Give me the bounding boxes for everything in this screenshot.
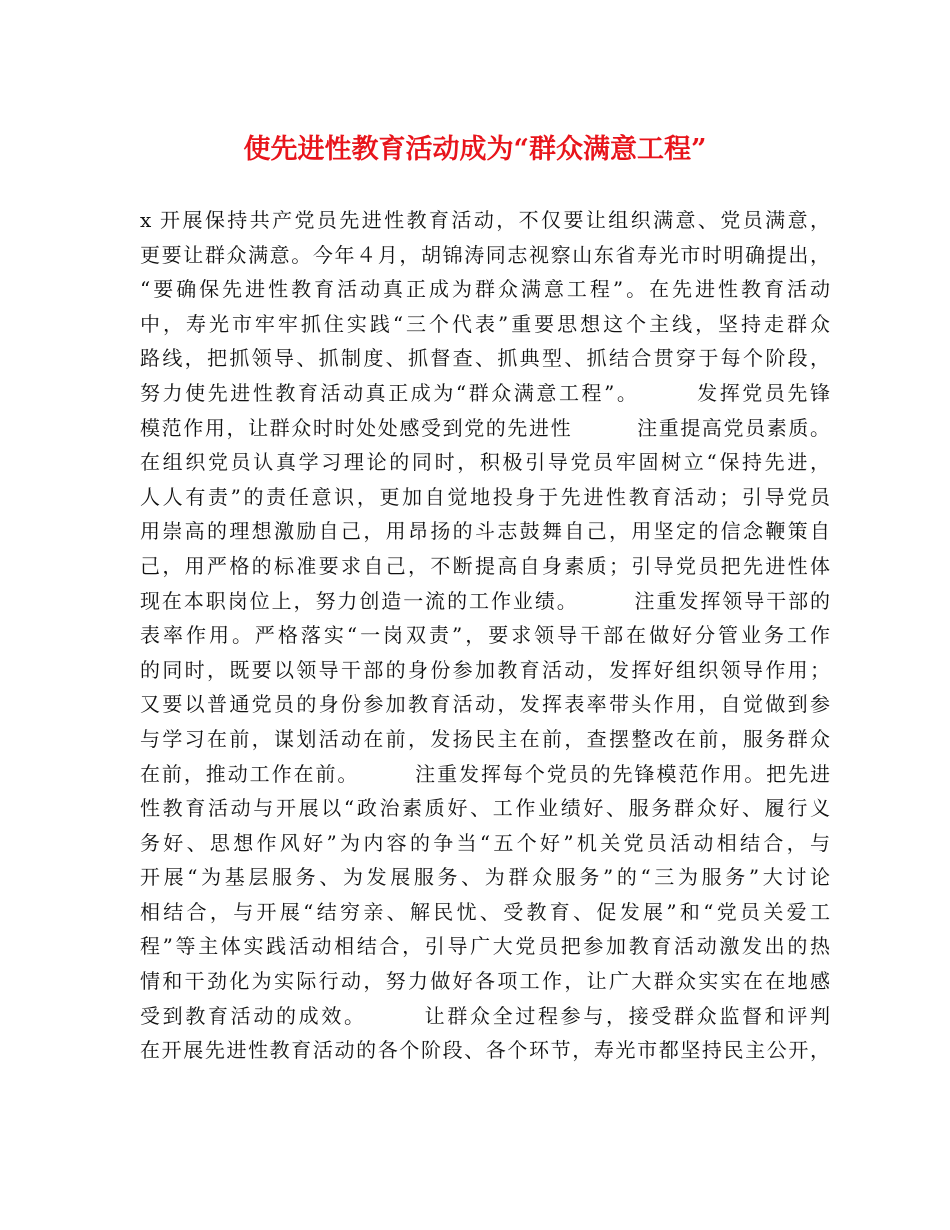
body-line: 的同时，既要以领导干部的身份参加教育活动，发挥好组织领导作用； bbox=[140, 657, 830, 682]
body-line: 程”等主体实践活动相结合，引导广大党员把参加教育活动激发出的热 bbox=[140, 934, 830, 959]
document-title: 使先进性教育活动成为“群众满意工程” bbox=[243, 134, 707, 165]
body-line: 在组织党员认真学习理论的同时，积极引导党员牢固树立“保持先进， bbox=[140, 450, 830, 475]
body-line: 模范作用，让群众时时处处感受到党的先进性 注重提高党员素质。 bbox=[140, 415, 830, 440]
body-line: 表率作用。严格落实“一岗双责”，要求领导干部在做好分管业务工作 bbox=[140, 623, 830, 648]
body-line: 在开展先进性教育活动的各个阶段、各个环节，寿光市都坚持民主公开， bbox=[140, 1038, 830, 1063]
body-line: 务好、思想作风好”为内容的争当“五个好”机关党员活动相结合，与 bbox=[140, 830, 830, 855]
body-line: 开展“为基层服务、为发展服务、为群众服务”的“三为服务”大讨论 bbox=[140, 865, 830, 890]
body-line: 更要让群众满意。今年４月，胡锦涛同志视察山东省寿光市时明确提出， bbox=[140, 242, 830, 267]
body-line: 己，用严格的标准要求自己，不断提高自身素质；引导党员把先进性体 bbox=[140, 553, 830, 578]
document-body bbox=[140, 203, 830, 1068]
body-line: 用崇高的理想激励自己，用昂扬的斗志鼓舞自己，用坚定的信念鞭策自 bbox=[140, 519, 830, 544]
body-line: 努力使先进性教育活动真正成为“群众满意工程”。 发挥党员先锋 bbox=[140, 380, 830, 405]
body-line: 又要以普通党员的身份参加教育活动，发挥表率带头作用，自觉做到参 bbox=[140, 692, 830, 717]
body-line: 人人有责”的责任意识，更加自觉地投身于先进性教育活动；引导党员 bbox=[140, 484, 830, 509]
body-line: 与学习在前，谋划活动在前，发扬民主在前，查摆整改在前，服务群众 bbox=[140, 726, 830, 751]
body-line: 受到教育活动的成效。 让群众全过程参与，接受群众监督和评判 bbox=[140, 1003, 830, 1028]
body-line: “要确保先进性教育活动真正成为群众满意工程”。在先进性教育活动 bbox=[140, 277, 830, 302]
body-line: x 开展保持共产党员先进性教育活动，不仅要让组织满意、党员满意， bbox=[140, 208, 830, 232]
body-line: 在前，推动工作在前。 注重发挥每个党员的先锋模范作用。把先进 bbox=[140, 761, 830, 786]
body-line: 情和干劲化为实际行动，努力做好各项工作，让广大群众实实在在地感 bbox=[140, 969, 830, 994]
body-line: 路线，把抓领导、抓制度、抓督查、抓典型、抓结合贯穿于每个阶段， bbox=[140, 346, 830, 371]
body-line: 现在本职岗位上，努力创造一流的工作业绩。 注重发挥领导干部的 bbox=[140, 588, 830, 613]
body-line: 相结合，与开展“结穷亲、解民忧、受教育、促发展”和“党员关爱工 bbox=[140, 899, 830, 924]
body-line: 性教育活动与开展以“政治素质好、工作业绩好、服务群众好、履行义 bbox=[140, 796, 830, 821]
body-line: 中，寿光市牢牢抓住实践“三个代表”重要思想这个主线，坚持走群众 bbox=[140, 311, 830, 336]
